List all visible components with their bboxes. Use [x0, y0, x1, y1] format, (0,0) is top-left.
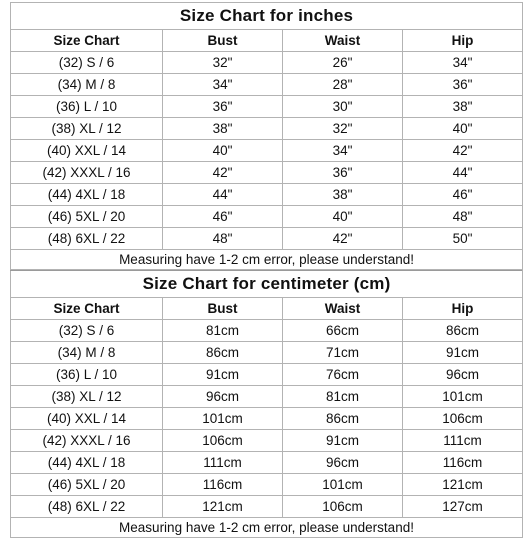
column-header-bust: Bust	[163, 298, 283, 320]
bust-cell: 44"	[163, 184, 283, 206]
size-cell: (36) L / 10	[11, 364, 163, 386]
hip-cell: 48"	[403, 206, 523, 228]
size-cell: (42) XXXL / 16	[11, 162, 163, 184]
inches-size-table	[10, 2, 523, 270]
hip-cell: 40"	[403, 118, 523, 140]
bust-cell: 91cm	[163, 364, 283, 386]
bust-cell: 38"	[163, 118, 283, 140]
waist-cell: 76cm	[283, 364, 403, 386]
bust-cell: 32"	[163, 52, 283, 74]
cm-title-row	[11, 271, 523, 298]
column-header-size: Size Chart	[11, 298, 163, 320]
table-row	[11, 408, 523, 430]
column-header-hip: Hip	[403, 298, 523, 320]
hip-cell: 91cm	[403, 342, 523, 364]
centimeter-size-table	[10, 270, 523, 538]
bust-cell: 96cm	[163, 386, 283, 408]
hip-cell: 101cm	[403, 386, 523, 408]
size-cell: (48) 6XL / 22	[11, 228, 163, 250]
bust-cell: 116cm	[163, 474, 283, 496]
size-cell: (32) S / 6	[11, 320, 163, 342]
bust-cell: 42"	[163, 162, 283, 184]
bust-cell: 46"	[163, 206, 283, 228]
size-cell: (40) XXL / 14	[11, 140, 163, 162]
table-row	[11, 52, 523, 74]
waist-cell: 30"	[283, 96, 403, 118]
column-header-waist: Waist	[283, 30, 403, 52]
hip-cell: 86cm	[403, 320, 523, 342]
hip-cell: 38"	[403, 96, 523, 118]
size-cell: (34) M / 8	[11, 342, 163, 364]
table-row	[11, 452, 523, 474]
bust-cell: 111cm	[163, 452, 283, 474]
table-row	[11, 430, 523, 452]
waist-cell: 42"	[283, 228, 403, 250]
size-cell: (34) M / 8	[11, 74, 163, 96]
size-cell: (32) S / 6	[11, 52, 163, 74]
table-row	[11, 474, 523, 496]
size-cell: (38) XL / 12	[11, 386, 163, 408]
column-header-waist: Waist	[283, 298, 403, 320]
waist-cell: 26"	[283, 52, 403, 74]
waist-cell: 86cm	[283, 408, 403, 430]
waist-cell: 28"	[283, 74, 403, 96]
waist-cell: 71cm	[283, 342, 403, 364]
bust-cell: 81cm	[163, 320, 283, 342]
hip-cell: 34"	[403, 52, 523, 74]
bust-cell: 40"	[163, 140, 283, 162]
size-cell: (38) XL / 12	[11, 118, 163, 140]
table-row	[11, 74, 523, 96]
column-header-hip: Hip	[403, 30, 523, 52]
table-row	[11, 184, 523, 206]
inches-note-row	[11, 250, 523, 270]
measurement-error-note: Measuring have 1-2 cm error, please understand!	[11, 250, 523, 270]
column-header-bust: Bust	[163, 30, 283, 52]
size-cell: (36) L / 10	[11, 96, 163, 118]
hip-cell: 96cm	[403, 364, 523, 386]
bust-cell: 121cm	[163, 496, 283, 518]
bust-cell: 48"	[163, 228, 283, 250]
waist-cell: 91cm	[283, 430, 403, 452]
bust-cell: 36"	[163, 96, 283, 118]
size-cell: (46) 5XL / 20	[11, 474, 163, 496]
cm-table-title: Size Chart for centimeter (cm)	[11, 271, 523, 298]
table-row	[11, 386, 523, 408]
size-cell: (46) 5XL / 20	[11, 206, 163, 228]
hip-cell: 111cm	[403, 430, 523, 452]
waist-cell: 96cm	[283, 452, 403, 474]
table-row	[11, 96, 523, 118]
size-cell: (44) 4XL / 18	[11, 452, 163, 474]
size-cell: (44) 4XL / 18	[11, 184, 163, 206]
cm-header-row	[11, 298, 523, 320]
bust-cell: 86cm	[163, 342, 283, 364]
measurement-error-note: Measuring have 1-2 cm error, please understand!	[11, 518, 523, 538]
waist-cell: 81cm	[283, 386, 403, 408]
waist-cell: 40"	[283, 206, 403, 228]
hip-cell: 106cm	[403, 408, 523, 430]
table-row	[11, 206, 523, 228]
column-header-size: Size Chart	[11, 30, 163, 52]
table-row	[11, 496, 523, 518]
inches-table-title: Size Chart for inches	[11, 3, 523, 30]
hip-cell: 46"	[403, 184, 523, 206]
hip-cell: 44"	[403, 162, 523, 184]
size-cell: (48) 6XL / 22	[11, 496, 163, 518]
bust-cell: 34"	[163, 74, 283, 96]
table-row	[11, 140, 523, 162]
size-cell: (40) XXL / 14	[11, 408, 163, 430]
inches-title-row	[11, 3, 523, 30]
bust-cell: 106cm	[163, 430, 283, 452]
waist-cell: 34"	[283, 140, 403, 162]
hip-cell: 50"	[403, 228, 523, 250]
waist-cell: 101cm	[283, 474, 403, 496]
table-row	[11, 364, 523, 386]
size-cell: (42) XXXL / 16	[11, 430, 163, 452]
bust-cell: 101cm	[163, 408, 283, 430]
table-row	[11, 118, 523, 140]
table-row	[11, 228, 523, 250]
waist-cell: 66cm	[283, 320, 403, 342]
table-row	[11, 320, 523, 342]
cm-note-row	[11, 518, 523, 538]
hip-cell: 116cm	[403, 452, 523, 474]
table-row	[11, 162, 523, 184]
table-row	[11, 342, 523, 364]
inches-header-row	[11, 30, 523, 52]
hip-cell: 36"	[403, 74, 523, 96]
hip-cell: 127cm	[403, 496, 523, 518]
waist-cell: 38"	[283, 184, 403, 206]
hip-cell: 121cm	[403, 474, 523, 496]
waist-cell: 36"	[283, 162, 403, 184]
hip-cell: 42"	[403, 140, 523, 162]
waist-cell: 106cm	[283, 496, 403, 518]
waist-cell: 32"	[283, 118, 403, 140]
